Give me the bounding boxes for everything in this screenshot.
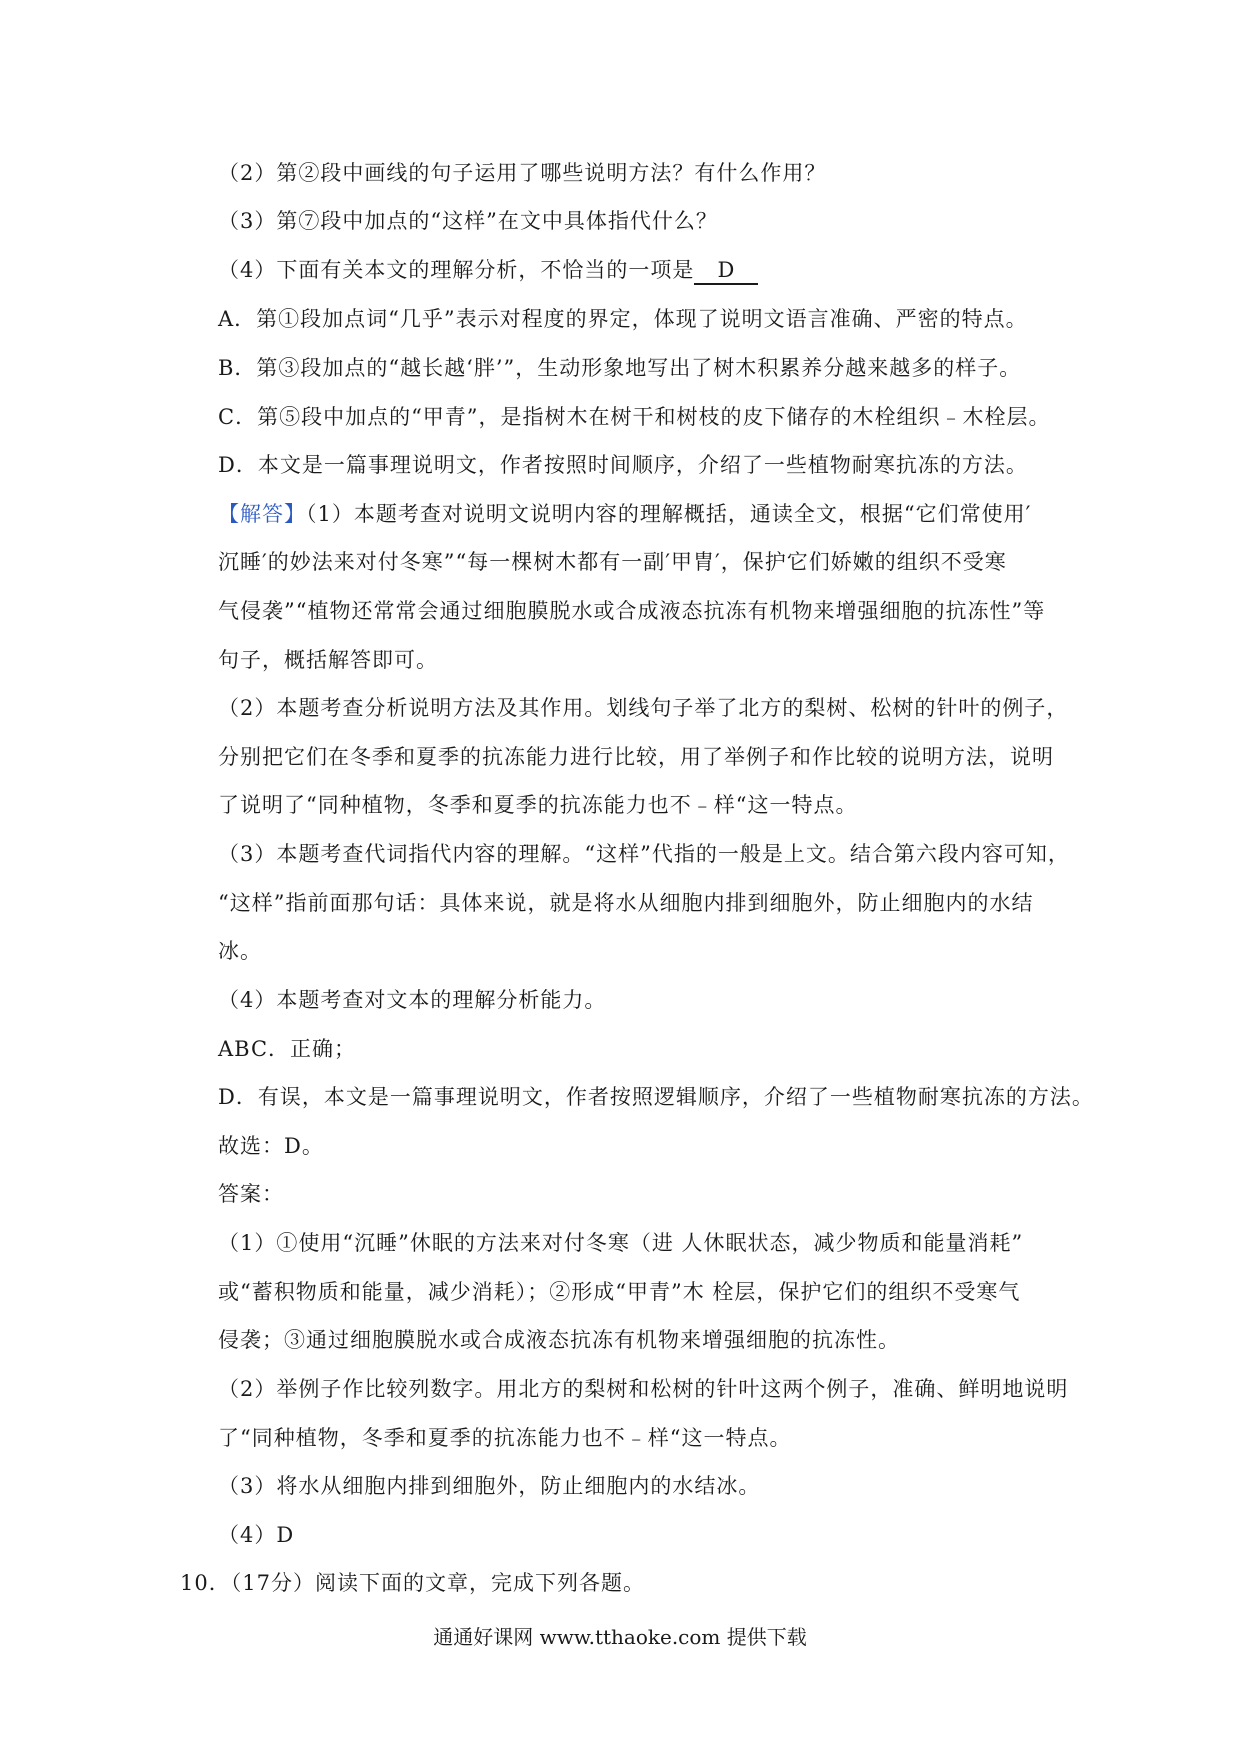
explanation-abc: ABC．正确； bbox=[218, 1037, 357, 1061]
explanation-d: D．有误，本文是一篇事理说明文，作者按照逻辑顺序，介绍了一些植物耐寒抗冻的方法。 bbox=[218, 1085, 1094, 1109]
option-b: B．第③段加点的“越长越‘胖’”，生动形象地写出了树木积累养分越来越多的样子。 bbox=[218, 356, 1022, 380]
answer-1-line-3: 侵袭；③通过细胞膜脱水或合成液态抗冻有机物来增强细胞的抗冻性。 bbox=[218, 1328, 900, 1352]
question-4 bbox=[218, 255, 758, 285]
answer-1-line-2: 或“蓄积物质和能量，减少消耗）；②形成“甲青”木 栓层，保护它们的组织不受寒气 bbox=[218, 1280, 1021, 1304]
page-footer: 通通好课网 www.tthaoke.com 提供下载 bbox=[433, 1625, 807, 1649]
explanation-1-line-3: 气侵袭”“植物还常常会通过细胞膜脱水或合成液态抗冻有机物来增强细胞的抗冻性”等 bbox=[218, 599, 1046, 623]
explanation-1-line-2: 沉睡′的妙法来对付冬寒”“每一棵树木都有一副′甲胄′，保护它们娇嫩的组织不受寒 bbox=[218, 550, 1007, 574]
explanation-1-line-4: 句子，概括解答即可。 bbox=[218, 648, 438, 672]
answer-3: （3）将水从细胞内排到细胞外，防止细胞内的水结冰。 bbox=[218, 1474, 761, 1498]
question-2: （2）第②段中画线的句子运用了哪些说明方法？有什么作用？ bbox=[218, 161, 827, 185]
choice-line: 故选：D。 bbox=[218, 1134, 324, 1158]
explanation-3-line-1: （3）本题考查代词指代内容的理解。“这样”代指的一般是上文。结合第六段内容可知， bbox=[218, 842, 1070, 866]
question-3: （3）第⑦段中加点的“这样”在文中具体指代什么？ bbox=[218, 209, 718, 233]
answers-label: 答案： bbox=[218, 1182, 284, 1206]
explanation-4: （4）本题考查对文本的理解分析能力。 bbox=[218, 988, 607, 1012]
explanation-2-line-3: 了说明了“同种植物，冬季和夏季的抗冻能力也不﹣样“这一特点。 bbox=[218, 793, 858, 817]
answer-blank: D bbox=[694, 257, 758, 285]
answer-1-line-1: （1）①使用“沉睡”休眠的方法来对付冬寒（进 人休眠状态，减少物质和能量消耗” bbox=[218, 1231, 1024, 1255]
answer-4: （4）D bbox=[218, 1523, 295, 1547]
option-a: A．第①段加点词“几乎”表示对程度的界定，体现了说明文语言准确、严密的特点。 bbox=[218, 307, 1028, 331]
explanation-2-line-2: 分别把它们在冬季和夏季的抗冻能力进行比较，用了举例子和作比较的说明方法，说明 bbox=[218, 745, 1054, 769]
answer-2-line-2: 了“同种植物，冬季和夏季的抗冻能力也不﹣样“这一特点。 bbox=[218, 1426, 792, 1450]
option-c: C．第⑤段中加点的“甲青”，是指树木在树干和树枝的皮下储存的木栓组织﹣木栓层。 bbox=[218, 405, 1051, 429]
explanation-3-line-2: “这样”指前面那句话：具体来说，就是将水从细胞内排到细胞外，防止细胞内的水结 bbox=[218, 891, 1034, 915]
solution-tag: 【解答】 bbox=[218, 502, 306, 526]
explanation-2-line-1: （2）本题考查分析说明方法及其作用。划线句子举了北方的梨树、松树的针叶的例子， bbox=[218, 696, 1069, 720]
explanation-1-text: （1）本题考查对说明文说明内容的理解概括，通读全文，根据“它们常使用′ bbox=[306, 502, 1032, 526]
explanation-1-line-1 bbox=[218, 499, 1031, 529]
answer-2-line-1: （2）举例子作比较列数字。用北方的梨树和松树的针叶这两个例子，准确、鲜明地说明 bbox=[218, 1377, 1069, 1401]
explanation-3-line-3: 冰。 bbox=[218, 939, 262, 963]
question-4-text: （4）下面有关本文的理解分析，不恰当的一项是 bbox=[218, 258, 695, 282]
question-10-heading: 10．（17分）阅读下面的文章，完成下列各题。 bbox=[180, 1571, 645, 1595]
option-d: D．本文是一篇事理说明文，作者按照时间顺序，介绍了一些植物耐寒抗冻的方法。 bbox=[218, 453, 1028, 477]
